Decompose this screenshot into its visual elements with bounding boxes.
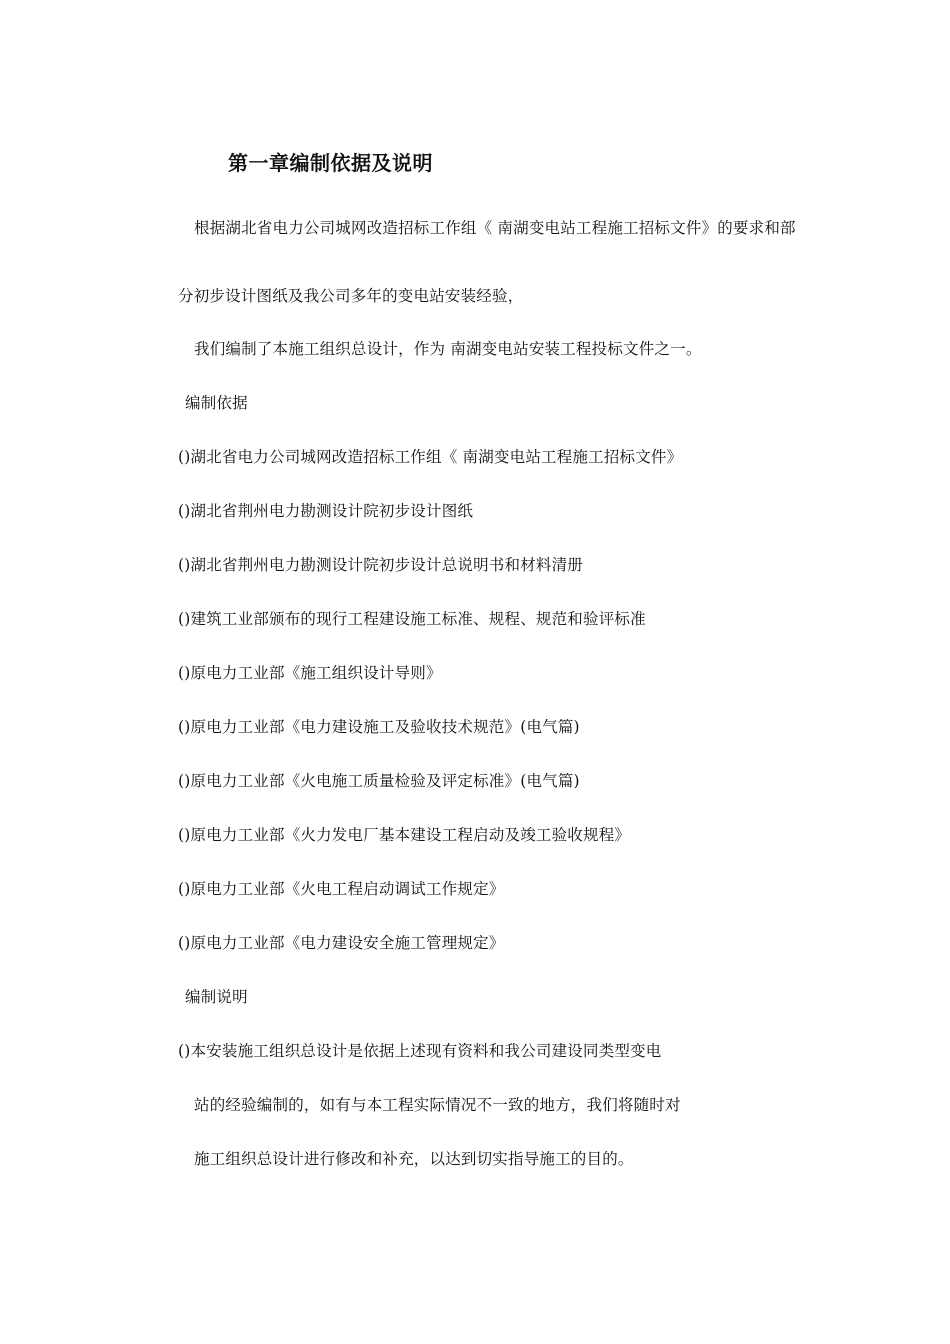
notes-item-line-2: 站的经验编制的，如有与本工程实际情况不一致的地方，我们将随时对 (194, 1096, 681, 1114)
chapter-title: 第一章编制依据及说明 (228, 151, 433, 175)
basis-item: ()原电力工业部《电力建设施工及验收技术规范》(电气篇) (178, 718, 580, 736)
basis-heading: 编制依据 (185, 394, 248, 412)
intro-line-3: 我们编制了本施工组织总设计，作为 南湖变电站安装工程投标文件之一。 (194, 340, 702, 358)
basis-item: ()湖北省荆州电力勘测设计院初步设计图纸 (178, 502, 474, 520)
basis-item: ()湖北省荆州电力勘测设计院初步设计总说明书和材料清册 (178, 556, 583, 574)
intro-line-2: 分初步设计图纸及我公司多年的变电站安装经验， (178, 287, 524, 305)
notes-item-line-3: 施工组织总设计进行修改和补充，以达到切实指导施工的目的。 (194, 1150, 634, 1168)
basis-item: ()原电力工业部《电力建设安全施工管理规定》 (178, 934, 505, 952)
basis-item: ()原电力工业部《火力发电厂基本建设工程启动及竣工验收规程》 (178, 826, 631, 844)
notes-heading: 编制说明 (185, 988, 248, 1006)
notes-item-line-1: ()本安装施工组织总设计是依据上述现有资料和我公司建设同类型变电 (178, 1042, 662, 1060)
basis-item: ()原电力工业部《火电施工质量检验及评定标准》(电气篇) (178, 772, 580, 790)
basis-item: ()建筑工业部颁布的现行工程建设施工标准、规程、规范和验评标准 (178, 610, 646, 628)
intro-line-1: 根据湖北省电力公司城网改造招标工作组《 南湖变电站工程施工招标文件》的要求和部 (194, 219, 796, 237)
basis-item: ()原电力工业部《火电工程启动调试工作规定》 (178, 880, 505, 898)
basis-item: ()湖北省电力公司城网改造招标工作组《 南湖变电站工程施工招标文件》 (178, 448, 683, 466)
basis-item: ()原电力工业部《施工组织设计导则》 (178, 664, 442, 682)
